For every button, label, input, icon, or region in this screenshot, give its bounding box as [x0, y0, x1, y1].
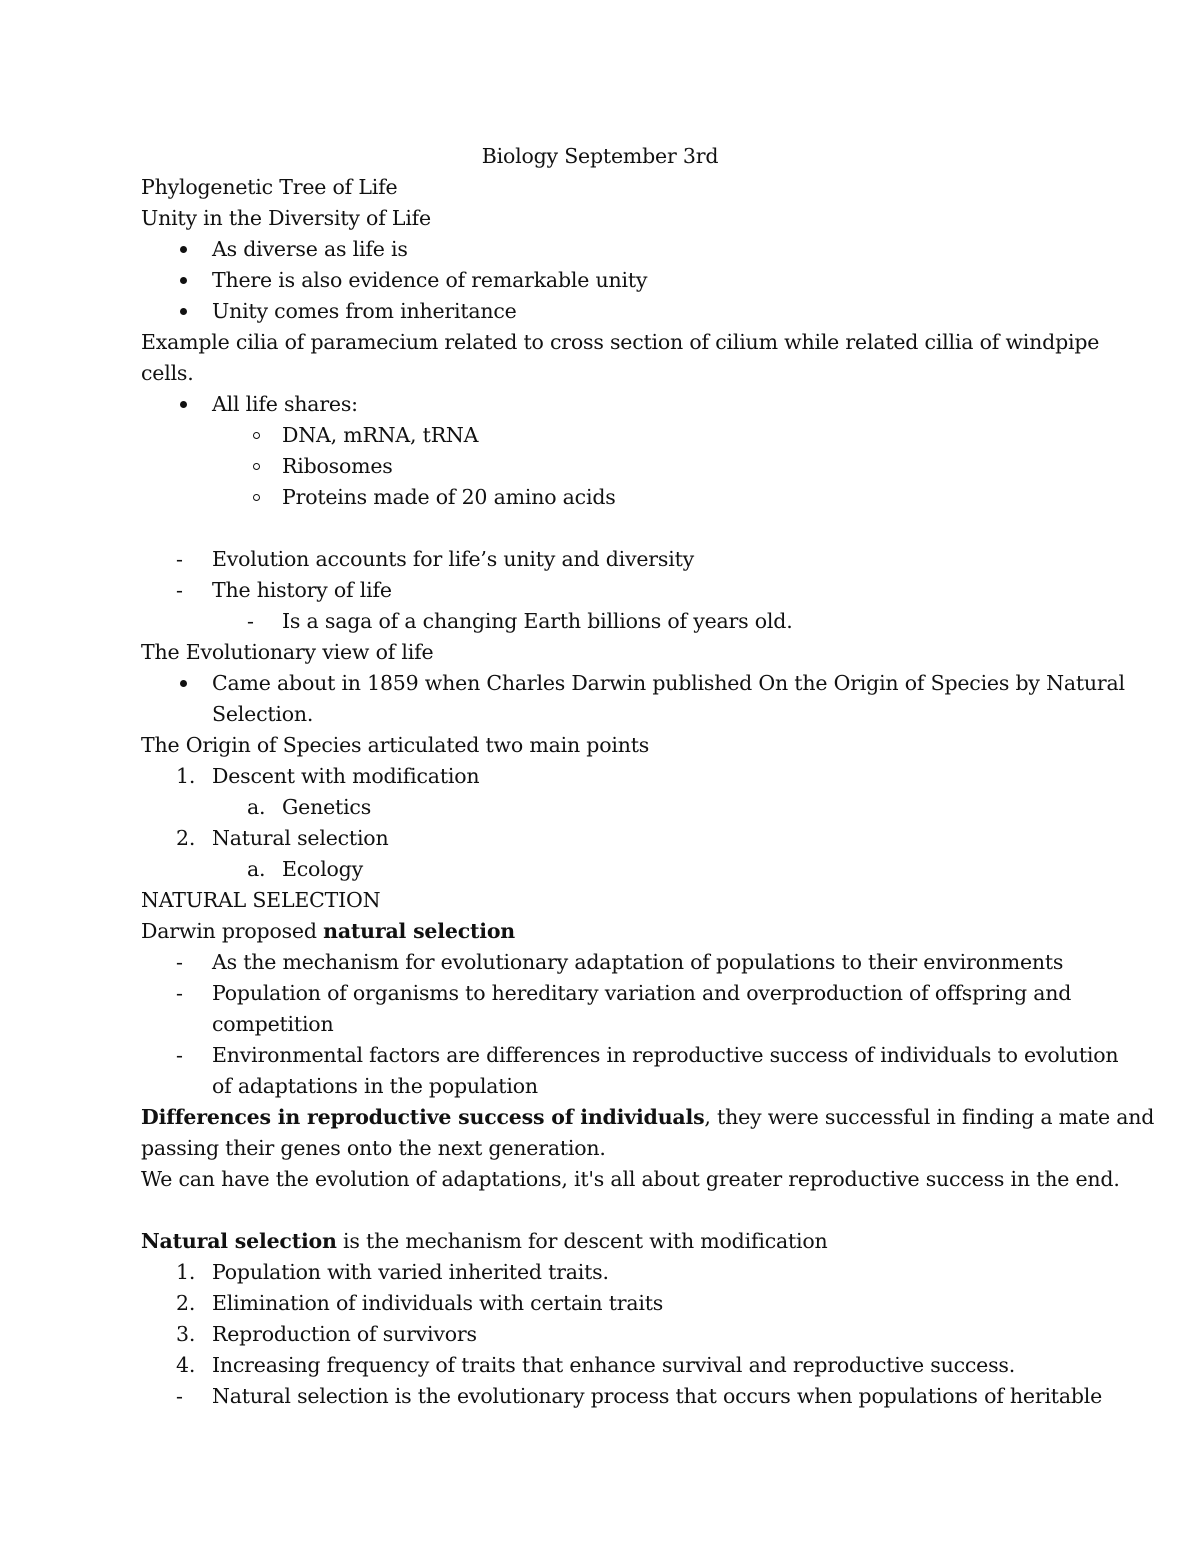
- list-item: Elimination of individuals with certain traits: [212, 1291, 664, 1315]
- heading-natural-selection: NATURAL SELECTION: [141, 888, 381, 912]
- list-item: Natural selection: [212, 826, 389, 850]
- bullet-icon: [180, 277, 187, 284]
- list-item-continuation: Selection.: [212, 702, 314, 726]
- number-marker: 2.: [176, 1291, 196, 1315]
- paragraph-line: passing their genes onto the next generation.: [141, 1136, 606, 1160]
- number-marker: 2.: [176, 826, 196, 850]
- paragraph-line: Example cilia of paramecium related to cross section of cilium while related cillia of windpipe: [141, 330, 1100, 354]
- hollow-bullet-icon: [253, 463, 260, 470]
- dash-marker: -: [176, 578, 183, 602]
- list-item: Environmental factors are differences in reproductive success of individuals to evolution: [212, 1043, 1119, 1067]
- number-marker: 1.: [176, 1260, 196, 1284]
- dash-marker: -: [247, 609, 254, 633]
- sub-list-item: DNA, mRNA, tRNA: [282, 423, 479, 447]
- list-item: Population with varied inherited traits.: [212, 1260, 609, 1284]
- bullet-icon: [180, 680, 187, 687]
- list-item: Unity comes from inheritance: [212, 299, 517, 323]
- list-item-continuation: of adaptations in the population: [212, 1074, 538, 1098]
- sub-list-item: Is a saga of a changing Earth billions of years old.: [282, 609, 793, 633]
- list-item: All life shares:: [212, 392, 358, 416]
- hollow-bullet-icon: [253, 432, 260, 439]
- list-item: Evolution accounts for life’s unity and diversity: [212, 547, 694, 571]
- sub-list-item: Proteins made of 20 amino acids: [282, 485, 616, 509]
- document-title: Biology September 3rd: [481, 144, 719, 168]
- text-span: is the mechanism for descent with modification: [336, 1229, 828, 1253]
- paragraph-line: We can have the evolution of adaptations, it's all about greater reproductive success in the end.: [141, 1167, 1120, 1191]
- list-item: As the mechanism for evolutionary adaptation of populations to their environments: [212, 950, 1064, 974]
- sub-list-item: Ribosomes: [282, 454, 393, 478]
- bold-term: Natural selection: [141, 1229, 337, 1253]
- list-item: Reproduction of survivors: [212, 1322, 477, 1346]
- dash-marker: -: [176, 1043, 183, 1067]
- paragraph-line: cells.: [141, 361, 194, 385]
- list-item: As diverse as life is: [212, 237, 408, 261]
- dash-marker: -: [176, 547, 183, 571]
- hollow-bullet-icon: [253, 494, 260, 501]
- number-marker: 4.: [176, 1353, 196, 1377]
- dash-marker: -: [176, 950, 183, 974]
- number-marker: 1.: [176, 764, 196, 788]
- paragraph-line: [141, 1102, 1154, 1133]
- sub-list-item: Ecology: [282, 857, 363, 881]
- paragraph-line: [141, 916, 515, 947]
- list-item: Descent with modification: [212, 764, 480, 788]
- text-span: , they were successful in finding a mate and: [704, 1105, 1155, 1129]
- heading-unity-diversity: Unity in the Diversity of Life: [141, 206, 431, 230]
- heading-origin-of-species: The Origin of Species articulated two main points: [141, 733, 650, 757]
- number-marker: 3.: [176, 1322, 196, 1346]
- bold-term: natural selection: [323, 919, 516, 943]
- bullet-icon: [180, 308, 187, 315]
- list-item: Came about in 1859 when Charles Darwin published On the Origin of Species by Natural: [212, 671, 1125, 695]
- dash-marker: -: [176, 1384, 183, 1408]
- letter-marker: a.: [247, 857, 266, 881]
- list-item-continuation: competition: [212, 1012, 334, 1036]
- bullet-icon: [180, 246, 187, 253]
- paragraph-line: [141, 1226, 828, 1257]
- list-item: Population of organisms to hereditary variation and overproduction of offspring and: [212, 981, 1072, 1005]
- heading-evolutionary-view: The Evolutionary view of life: [141, 640, 434, 664]
- letter-marker: a.: [247, 795, 266, 819]
- text-span: Darwin proposed: [141, 919, 324, 943]
- list-item: The history of life: [212, 578, 392, 602]
- dash-marker: -: [176, 981, 183, 1005]
- sub-list-item: Genetics: [282, 795, 372, 819]
- list-item: Increasing frequency of traits that enhance survival and reproductive success.: [212, 1353, 1016, 1377]
- list-item: Natural selection is the evolutionary process that occurs when populations of heritable: [212, 1384, 1103, 1408]
- bold-term: Differences in reproductive success of individuals: [141, 1105, 705, 1129]
- heading-phylogenetic-tree: Phylogenetic Tree of Life: [141, 175, 398, 199]
- bullet-icon: [180, 401, 187, 408]
- list-item: There is also evidence of remarkable unity: [212, 268, 648, 292]
